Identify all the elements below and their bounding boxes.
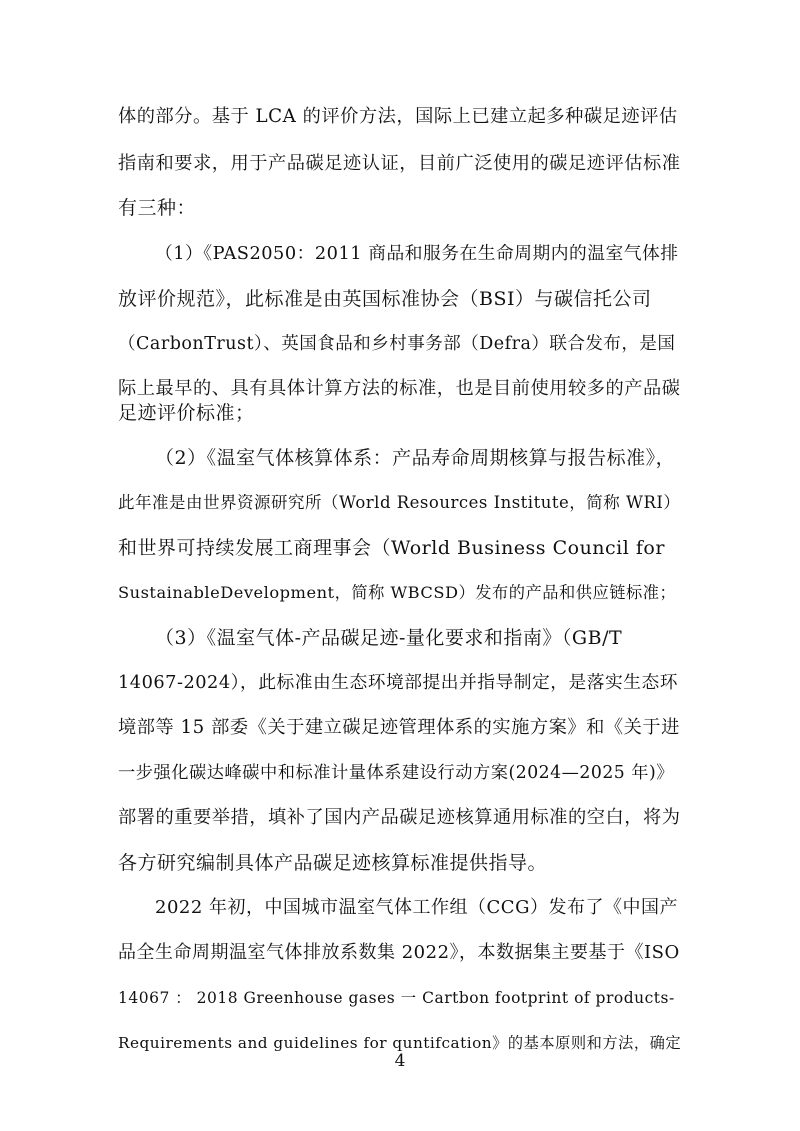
paragraph-line: （2）《温室气体核算体系：产品寿命周期核算与报告标准》， xyxy=(155,447,676,469)
paragraph-line: 和世界可持续发展工商理事会（World Business Council for xyxy=(118,537,665,559)
paragraph-line: 际上最早的、具有具体计算方法的标准，也是目前使用较多的产品碳 xyxy=(118,378,681,399)
paragraph-line: 14067-2024），此标准由生态环境部提出并指导制定，是落实生态环 xyxy=(118,673,679,693)
paragraph-line: 足迹评价标准； xyxy=(118,402,255,424)
page-number: 4 xyxy=(394,1051,406,1071)
paragraph-line: SustainableDevelopment，简称 WBCSD）发布的产品和供应链标准； xyxy=(118,583,677,602)
paragraph-line: Requirements and guidelines for quntifcation》的基本原则和方法，确定 xyxy=(118,1034,682,1052)
paragraph-line: 放评价规范》，此标准是由英国标准协会（BSI）与碳信托公司 xyxy=(118,288,652,310)
paragraph-line: 指南和要求，用于产品碳足迹认证，目前广泛使用的碳足迹评估标准 xyxy=(118,153,681,174)
paragraph-line: 有三种： xyxy=(118,197,197,219)
paragraph-line: 部署的重要举措，填补了国内产品碳足迹核算通用标准的空白，将为 xyxy=(118,807,681,828)
paragraph-line: （1）《PAS2050：2011 商品和服务在生命周期内的温室气体排 xyxy=(155,244,679,264)
paragraph-line: 此年准是由世界资源研究所（World Resources Institute，简称 WRI） xyxy=(118,493,681,512)
paragraph-line: （CarbonTrust）、英国食品和乡村事务部（Defra）联合发布，是国 xyxy=(118,334,676,354)
paragraph-line: 一步强化碳达峰碳中和标准计量体系建设行动方案(2024—2025 年)》 xyxy=(118,763,674,783)
paragraph-line: 体的部分。基于 LCA 的评价方法，国际上已建立起多种碳足迹评估 xyxy=(118,106,678,127)
paragraph-line: 14067 ： 2018 Greenhouse gases 一 Cartbon footprint of products- xyxy=(118,989,675,1007)
paragraph-line: 品全生命周期温室气体排放系数集 2022》，本数据集主要基于《ISO xyxy=(118,942,680,963)
paragraph-line: 境部等 15 部委《关于建立碳足迹管理体系的实施方案》和《关于进 xyxy=(118,717,680,738)
paragraph-line: （3）《温室气体-产品碳足迹-量化要求和指南》（GB/T xyxy=(155,627,623,649)
paragraph-line: 2022 年初，中国城市温室气体工作组（CCG）发布了《中国产 xyxy=(155,897,678,918)
paragraph-line: 各方研究编制具体产品碳足迹核算标准提供指导。 xyxy=(118,852,548,874)
